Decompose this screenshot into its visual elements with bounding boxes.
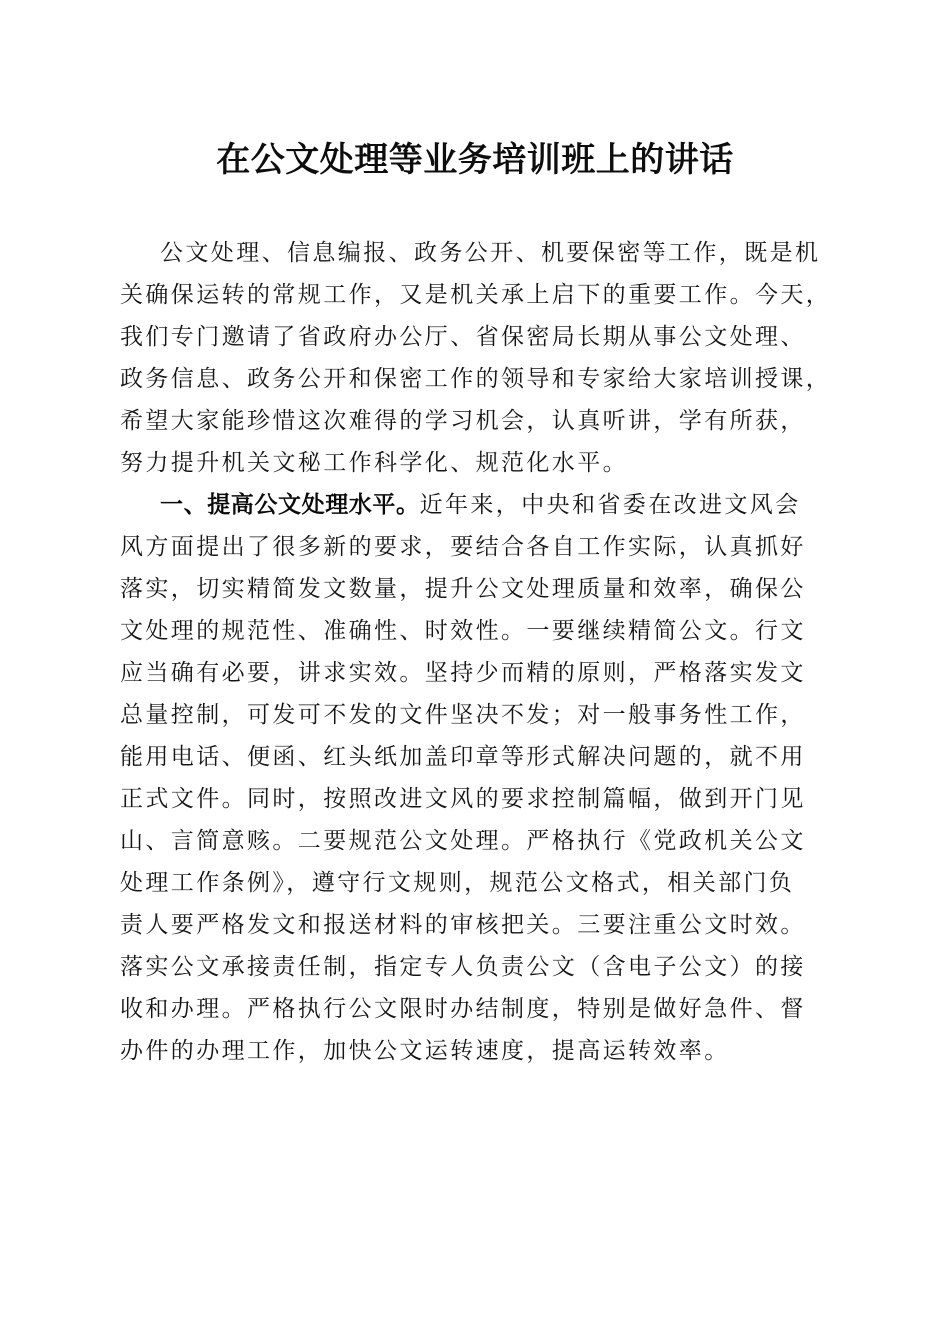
paragraph-line: 办件的办理工作，加快公文运转速度，提高运转效率。 bbox=[120, 1038, 730, 1064]
paragraph-line: 应当确有必要，讲求实效。坚持少而精的原则，严格落实发文 bbox=[120, 660, 806, 686]
paragraph-line: 文处理的规范性、准确性、时效性。一要继续精简公文。行文 bbox=[120, 618, 806, 644]
document-body bbox=[120, 232, 832, 1072]
paragraph-line: 努力提升机关文秘工作科学化、规范化水平。 bbox=[120, 450, 628, 476]
paragraph-line: 关确保运转的常规工作，又是机关承上启下的重要工作。今天， bbox=[120, 282, 832, 308]
paragraph-line: 公文处理、信息编报、政务公开、机要保密等工作，既是机 bbox=[160, 240, 821, 266]
paragraph-line: 正式文件。同时，按照改进文风的要求控制篇幅，做到开门见 bbox=[120, 786, 806, 812]
paragraph-line: 政务信息、政务公开和保密工作的领导和专家给大家培训授课， bbox=[120, 366, 832, 392]
paragraph-line: 我们专门邀请了省政府办公厅、省保密局长期从事公文处理、 bbox=[120, 324, 806, 350]
section-first-line-text: 近年来，中央和省委在改进文风会 bbox=[419, 492, 801, 518]
paragraph-line: 落实，切实精简发文数量，提升公文处理质量和效率，确保公 bbox=[120, 576, 806, 602]
section-first-line bbox=[120, 484, 832, 526]
paragraph-line: 山、言简意赅。二要规范公文处理。严格执行《党政机关公文 bbox=[120, 828, 806, 854]
paragraph-line: 落实公文承接责任制，指定专人负责公文（含电子公文）的接 bbox=[120, 954, 806, 980]
paragraph-line: 能用电话、便函、红头纸加盖印章等形式解决问题的，就不用 bbox=[120, 744, 806, 770]
paragraph-line: 处理工作条例》，遵守行文规则，规范公文格式，相关部门负 bbox=[120, 870, 795, 896]
page-title: 在公文处理等业务培训班上的讲话 bbox=[216, 140, 734, 180]
section-heading: 一、提高公文处理水平。 bbox=[160, 492, 420, 518]
paragraph-line: 希望大家能珍惜这次难得的学习机会，认真听讲，学有所获， bbox=[120, 408, 806, 434]
paragraph-line: 责人要严格发文和报送材料的审核把关。三要注重公文时效。 bbox=[120, 912, 806, 938]
paragraph-line: 风方面提出了很多新的要求，要结合各自工作实际，认真抓好 bbox=[120, 534, 806, 560]
paragraph-line: 总量控制，可发可不发的文件坚决不发；对一般事务性工作， bbox=[120, 702, 806, 728]
paragraph-line: 收和办理。严格执行公文限时办结制度，特别是做好急件、督 bbox=[120, 996, 806, 1022]
